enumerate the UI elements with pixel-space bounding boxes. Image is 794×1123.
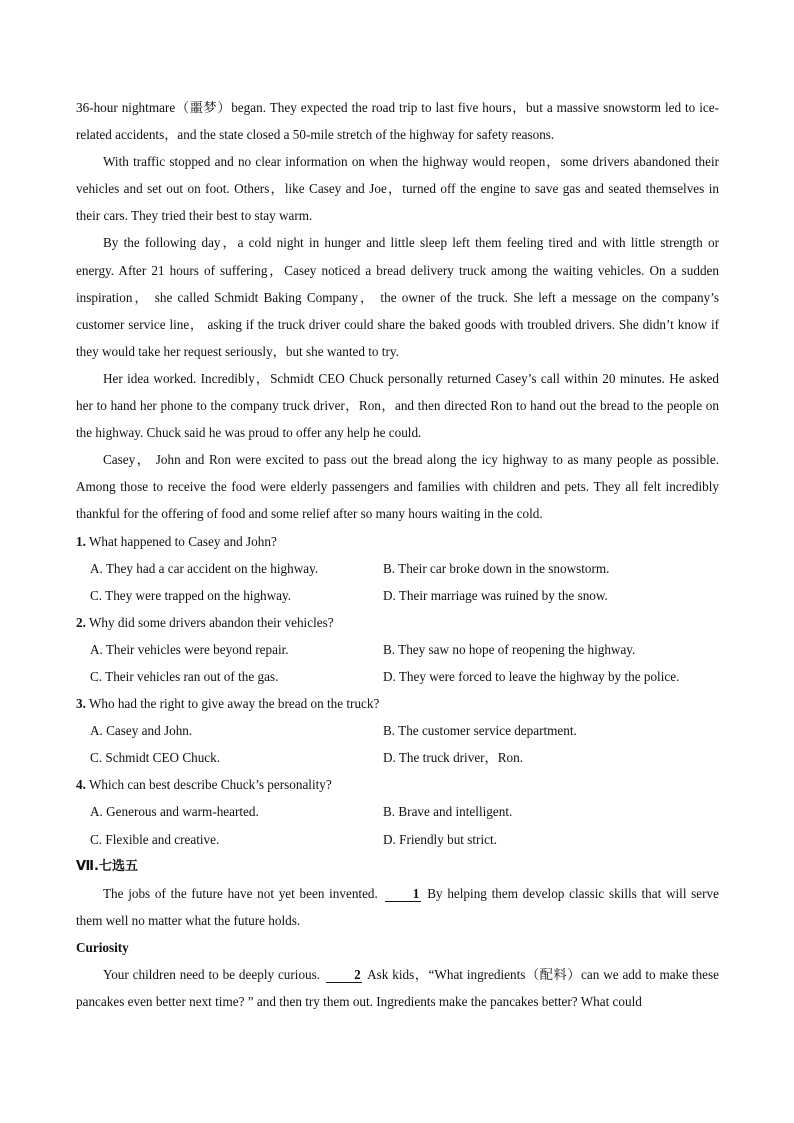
option-b: B. The customer service department. (383, 723, 577, 739)
question-3 (76, 690, 719, 771)
question-text: Who had the right to give away the bread on the truck? (88, 696, 380, 712)
question-text: Which can best describe Chuck’s personality? (88, 777, 332, 793)
passage-paragraph-5: Casey， John and Ron were excited to pass out the bread along the icy highway to as many people as possible. Among those to receive the food were elderly passengers and families with children and pets. They all felt incredibly thankful for the offering of food and some relief after so many hours waiting in the cold. (76, 452, 719, 522)
blank-1[interactable]: 1 (385, 887, 421, 902)
option-d: D. Friendly but strict. (383, 831, 497, 847)
blank-2[interactable]: 2 (326, 968, 362, 983)
passage-paragraph-3: By the following day，a cold night in hunger and little sleep left them feeling tired and with little strength or energy. After 21 hours of suffering，Casey noticed a bread delivery truck among the waiting vehicles. On a sudden inspiration， she called Schmidt Baking Company， the owner of the truck. She left a message on the company’s customer service line， asking if the truck driver could share the baked goods with troubled drivers. She didn’t know if they would take her request seriously，but she wanted to try. (76, 235, 719, 359)
question-2-stem (76, 609, 719, 636)
option-a: A. Casey and John. (90, 723, 193, 739)
option-b: B. Brave and intelligent. (383, 804, 513, 820)
option-d: D. They were forced to leave the highway by the police. (383, 668, 680, 684)
section-title: Ⅶ.七选五 (76, 858, 138, 874)
question-4-stem (76, 771, 719, 798)
passage-paragraph-1: 36-hour nightmare（噩梦）began. They expected the road trip to last five hours，but a massive snowstorm led to ice-related accidents，and the state closed a 50-mile stretch of the highway for safety reasons. (76, 100, 719, 143)
question-2 (76, 609, 719, 690)
curiosity-paragraph (76, 961, 719, 1015)
subheading-curiosity: Curiosity (76, 939, 129, 955)
curiosity-text-continued: Ask kids，“What ingredients（配料）can we add to make these pancakes even better next time? ” and then try them out. Ingredients make the pancakes better? What could (76, 967, 720, 1010)
option-c: C. Schmidt CEO Chuck. (90, 750, 221, 766)
question-number: 1. (76, 533, 86, 549)
option-a: A. Generous and warm-hearted. (90, 804, 259, 820)
question-text: Why did some drivers abandon their vehicles? (88, 614, 334, 630)
option-a: A. They had a car accident on the highway. (90, 560, 319, 576)
question-text: What happened to Casey and John? (88, 533, 277, 549)
question-4 (76, 771, 719, 852)
option-d: D. The truck driver，Ron. (383, 750, 524, 766)
option-c: C. Their vehicles ran out of the gas. (90, 668, 279, 684)
option-b: B. Their car broke down in the snowstorm. (383, 560, 610, 576)
section-intro-paragraph (76, 880, 719, 934)
question-1 (76, 528, 719, 609)
document-page (76, 94, 719, 1015)
question-number: 4. (76, 777, 86, 793)
intro-text: The jobs of the future have not yet been invented. (103, 885, 378, 901)
passage-paragraph-2: With traffic stopped and no clear information on when the highway would reopen，some drivers abandoned their vehicles and set out on foot. Others，like Casey and Joe，turned off the engine to save gas and seated themselves in their cars. They tried their best to stay warm. (76, 154, 719, 224)
option-b: B. They saw no hope of reopening the highway. (383, 641, 636, 657)
intro-text-continued: By helping them develop classic skills that will serve them well no matter what the future holds. (76, 885, 720, 928)
option-c: C. Flexible and creative. (90, 831, 220, 847)
question-number: 2. (76, 614, 86, 630)
question-1-stem (76, 528, 719, 555)
option-a: A. Their vehicles were beyond repair. (90, 641, 289, 657)
passage-paragraph-4: Her idea worked. Incredibly，Schmidt CEO Chuck personally returned Casey’s call within 20 minutes. He asked her to hand her phone to the company truck driver，Ron，and then directed Ron to hand out the bread to the people on the highway. Chuck said he was proud to offer any help he could. (76, 370, 719, 441)
option-d: D. Their marriage was ruined by the snow. (383, 587, 608, 603)
curiosity-text: Your children need to be deeply curious. (103, 967, 321, 982)
option-c: C. They were trapped on the highway. (90, 587, 292, 603)
question-number: 3. (76, 696, 86, 712)
question-3-stem (76, 690, 719, 717)
